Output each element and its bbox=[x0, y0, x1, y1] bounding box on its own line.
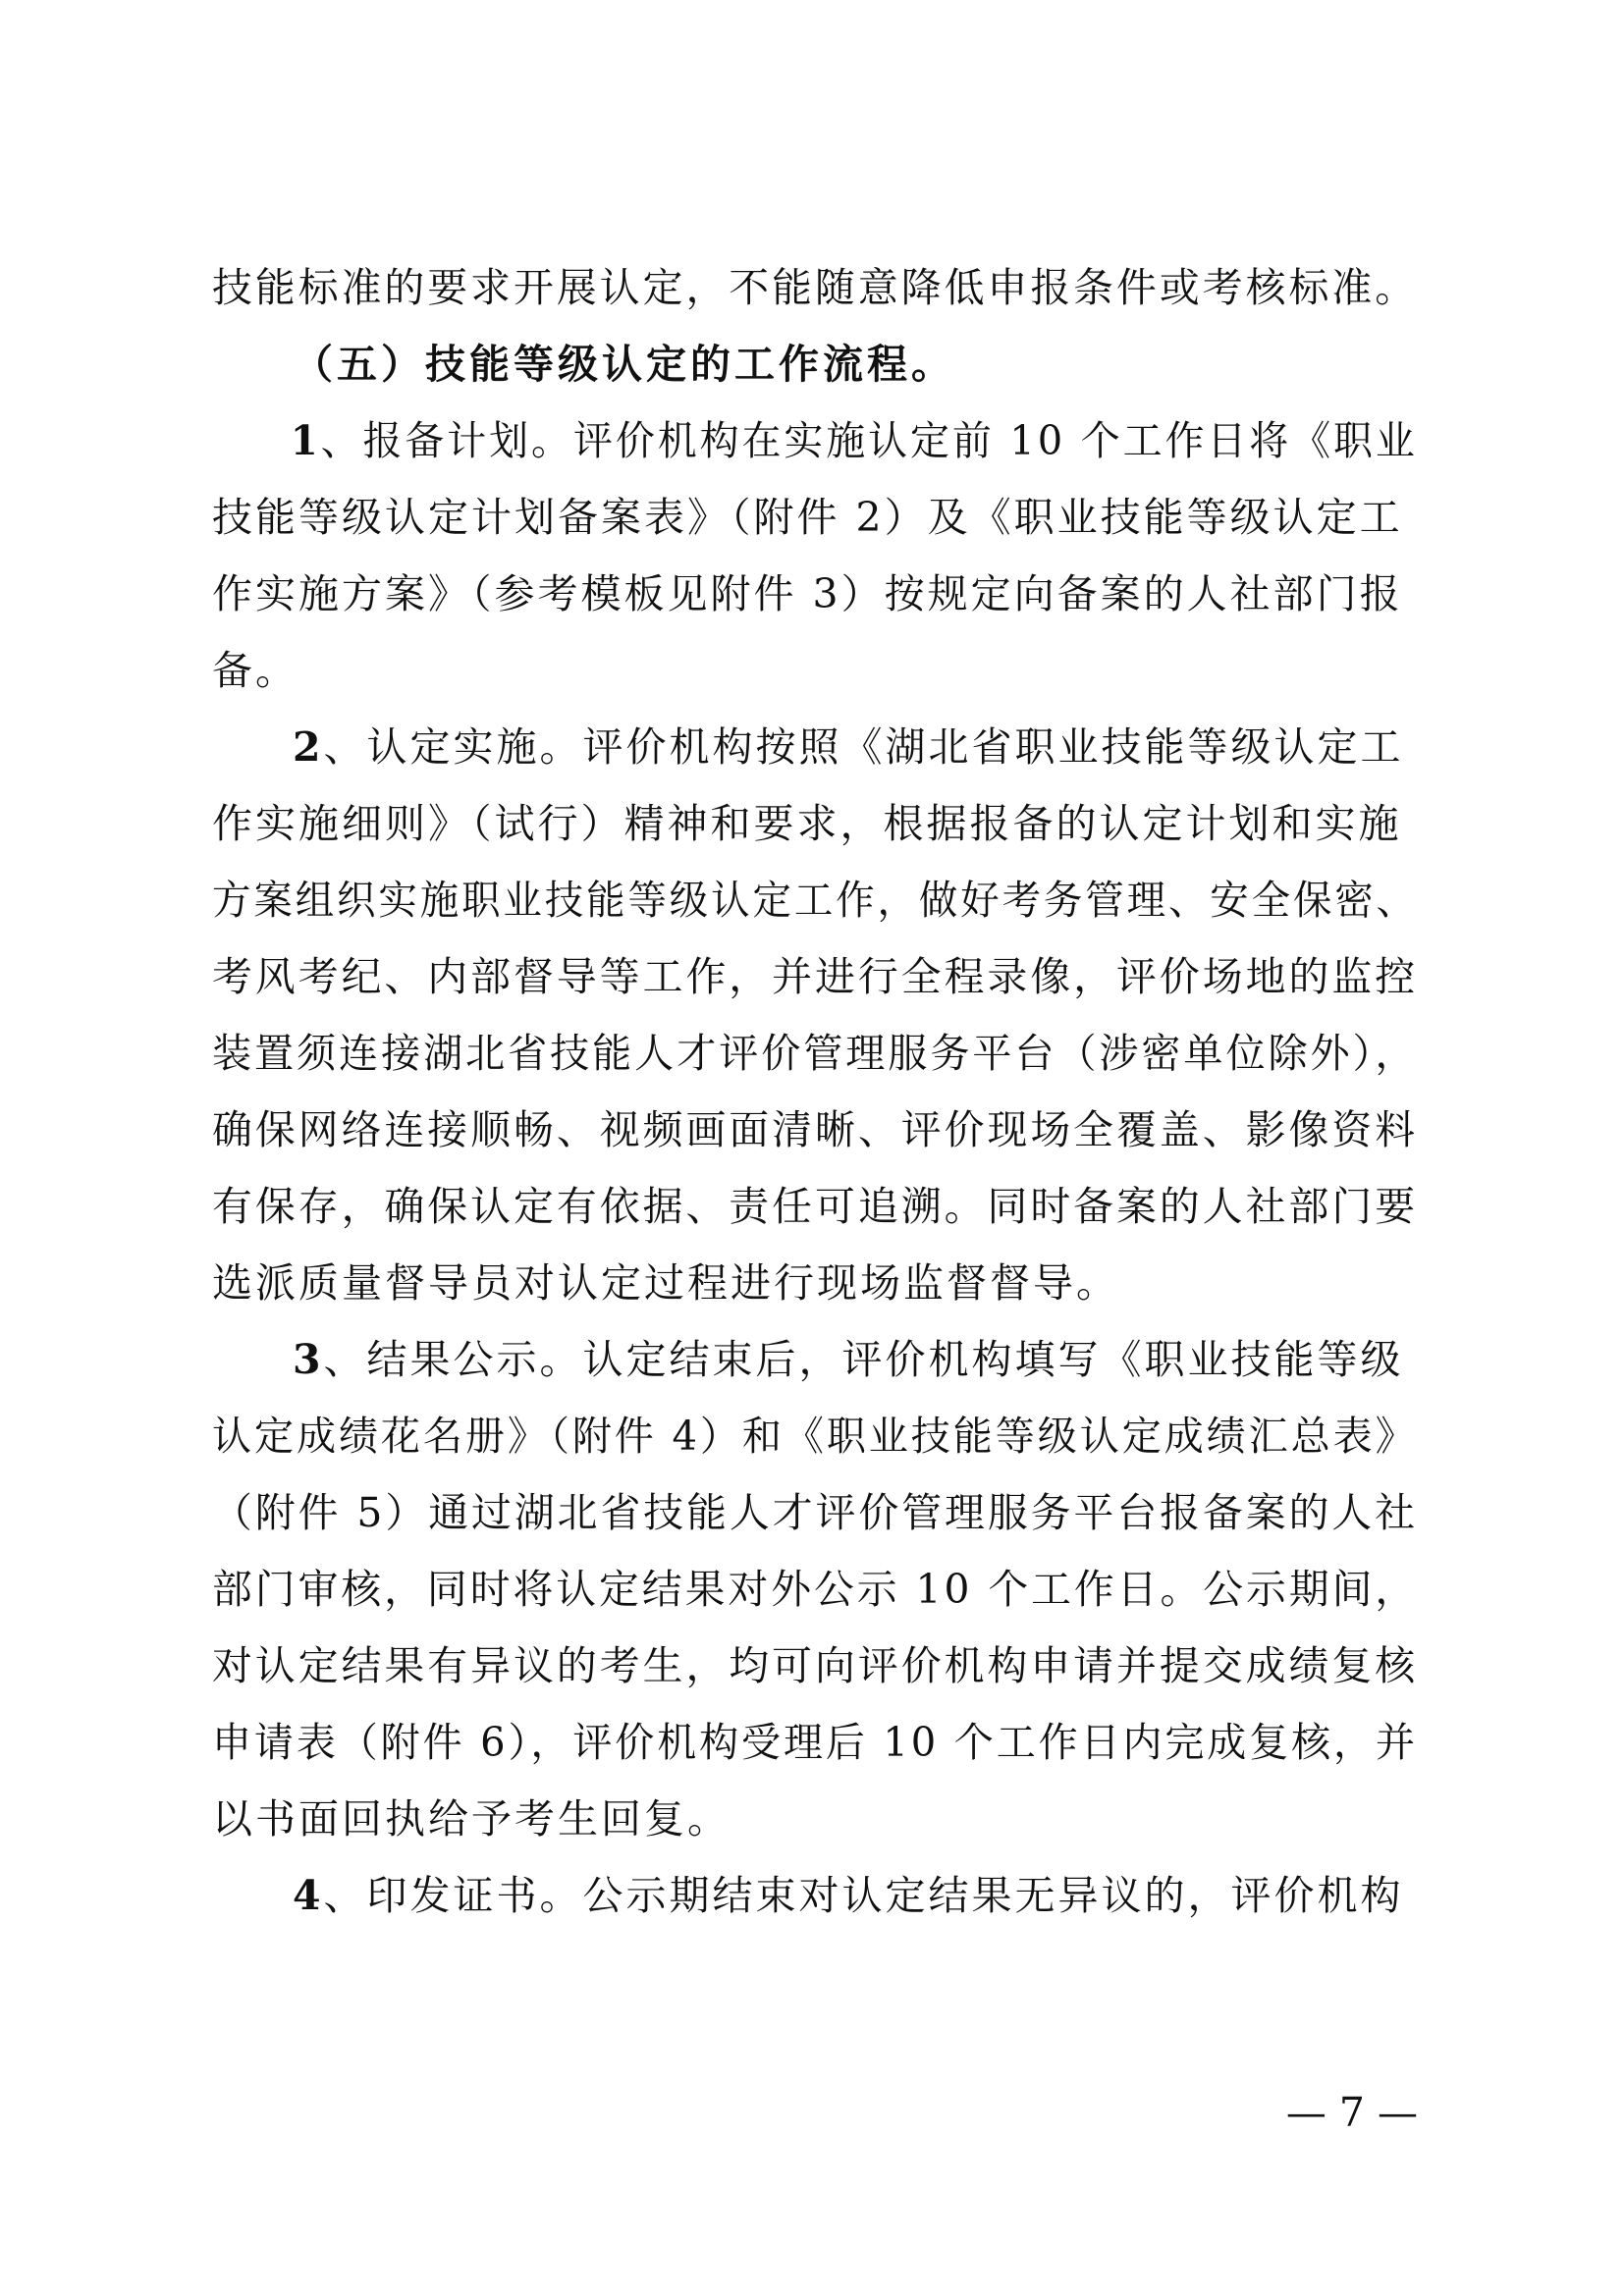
text-line-content: 对认定结果有异议的考生，均可向评价机构申请并提交成绩复核 bbox=[212, 1642, 1419, 1689]
paragraph-2-line bbox=[212, 1092, 1419, 1168]
page-number: — 7 — bbox=[1285, 2089, 1418, 2136]
paragraph-2-line bbox=[212, 1168, 1419, 1245]
text-line-content: 、认定实施。评价机构按照《湖北省职业技能等级认定工 bbox=[323, 723, 1404, 771]
paragraph-3-line bbox=[212, 1781, 1418, 1857]
text-line-content: 选派质量督导员对认定过程进行现场监督督导。 bbox=[212, 1259, 1119, 1307]
paragraph-1-line bbox=[212, 402, 1418, 479]
paragraph-4-line bbox=[212, 1857, 1418, 1934]
text-line-content: 申请表（附件 6），评价机构受理后 10 个工作日内完成复核，并 bbox=[212, 1719, 1418, 1766]
text-line-content: （附件 5）通过湖北省技能人才评价管理服务平台报备案的人社 bbox=[212, 1489, 1419, 1536]
text-line-content: 备。 bbox=[212, 647, 298, 694]
paragraph-3-line bbox=[212, 1628, 1419, 1704]
text-line-content: 确保网络连接顺畅、视频画面清晰、评价现场全覆盖、影像资料 bbox=[212, 1106, 1419, 1153]
text-line-content: 装置须连接湖北省技能人才评价管理服务平台（涉密单位除外）， bbox=[212, 1030, 1418, 1077]
text-line-content: 、报备计划。评价机构在实施认定前 10 个工作日将《职业 bbox=[320, 417, 1418, 464]
paragraph-2-line bbox=[212, 1245, 1418, 1321]
paragraph-3-line bbox=[212, 1398, 1418, 1474]
paragraph-2-line bbox=[212, 785, 1418, 862]
paragraph-2-line bbox=[212, 938, 1419, 1015]
item-number: 3 bbox=[293, 1336, 324, 1383]
section-heading-text: （五）技能等级认定的工作流程。 bbox=[293, 341, 955, 388]
text-line-content: 有保存，确保认定有依据、责任可追溯。同时备案的人社部门要 bbox=[212, 1183, 1419, 1230]
text-line-content: 作实施细则》（试行）精神和要求，根据报备的认定计划和实施 bbox=[212, 800, 1402, 847]
paragraph-3-line bbox=[212, 1704, 1418, 1781]
item-number: 2 bbox=[293, 723, 324, 771]
text-line-content: 技能等级认定计划备案表》（附件 2）及《职业技能等级认定工 bbox=[212, 494, 1403, 541]
paragraph-2-line bbox=[212, 709, 1418, 785]
text-line-content: 部门审核，同时将认定结果对外公示 10 个工作日。公示期间， bbox=[212, 1566, 1419, 1613]
text-line-content: 认定成绩花名册》（附件 4）和《职业技能等级认定成绩汇总表》 bbox=[212, 1413, 1418, 1460]
text-line-content: 以书面回执给予考生回复。 bbox=[212, 1795, 731, 1842]
paragraph-3-line bbox=[212, 1474, 1419, 1551]
paragraph-1-line bbox=[212, 556, 1418, 632]
paragraph-3-line bbox=[212, 1551, 1419, 1628]
text-line-content: 技能标准的要求开展认定，不能随意降低申报条件或考核标准。 bbox=[212, 264, 1419, 311]
paragraph-3-line bbox=[212, 1321, 1418, 1398]
body-text bbox=[212, 249, 1418, 1934]
item-number: 4 bbox=[293, 1872, 324, 1919]
text-line-content: 考风考纪、内部督导等工作，并进行全程录像，评价场地的监控 bbox=[212, 953, 1419, 1000]
paragraph-2-line bbox=[212, 862, 1419, 938]
paragraph-1-line bbox=[212, 479, 1418, 556]
paragraph-1-line bbox=[212, 632, 1418, 709]
text-line-content: 、结果公示。认定结束后，评价机构填写《职业技能等级 bbox=[323, 1336, 1404, 1383]
item-number: 1 bbox=[290, 417, 321, 464]
text-line-content: 、印发证书。公示期结束对认定结果无异议的，评价机构 bbox=[323, 1872, 1404, 1919]
text-line-content: 方案组织实施职业技能等级认定工作，做好考务管理、安全保密、 bbox=[212, 877, 1419, 924]
paragraph-2-line bbox=[212, 1015, 1418, 1092]
text-line-content: 作实施方案》（参考模板见附件 3）按规定向备案的人社部门报 bbox=[212, 570, 1403, 617]
text-line bbox=[212, 249, 1419, 326]
section-heading bbox=[212, 326, 1418, 402]
